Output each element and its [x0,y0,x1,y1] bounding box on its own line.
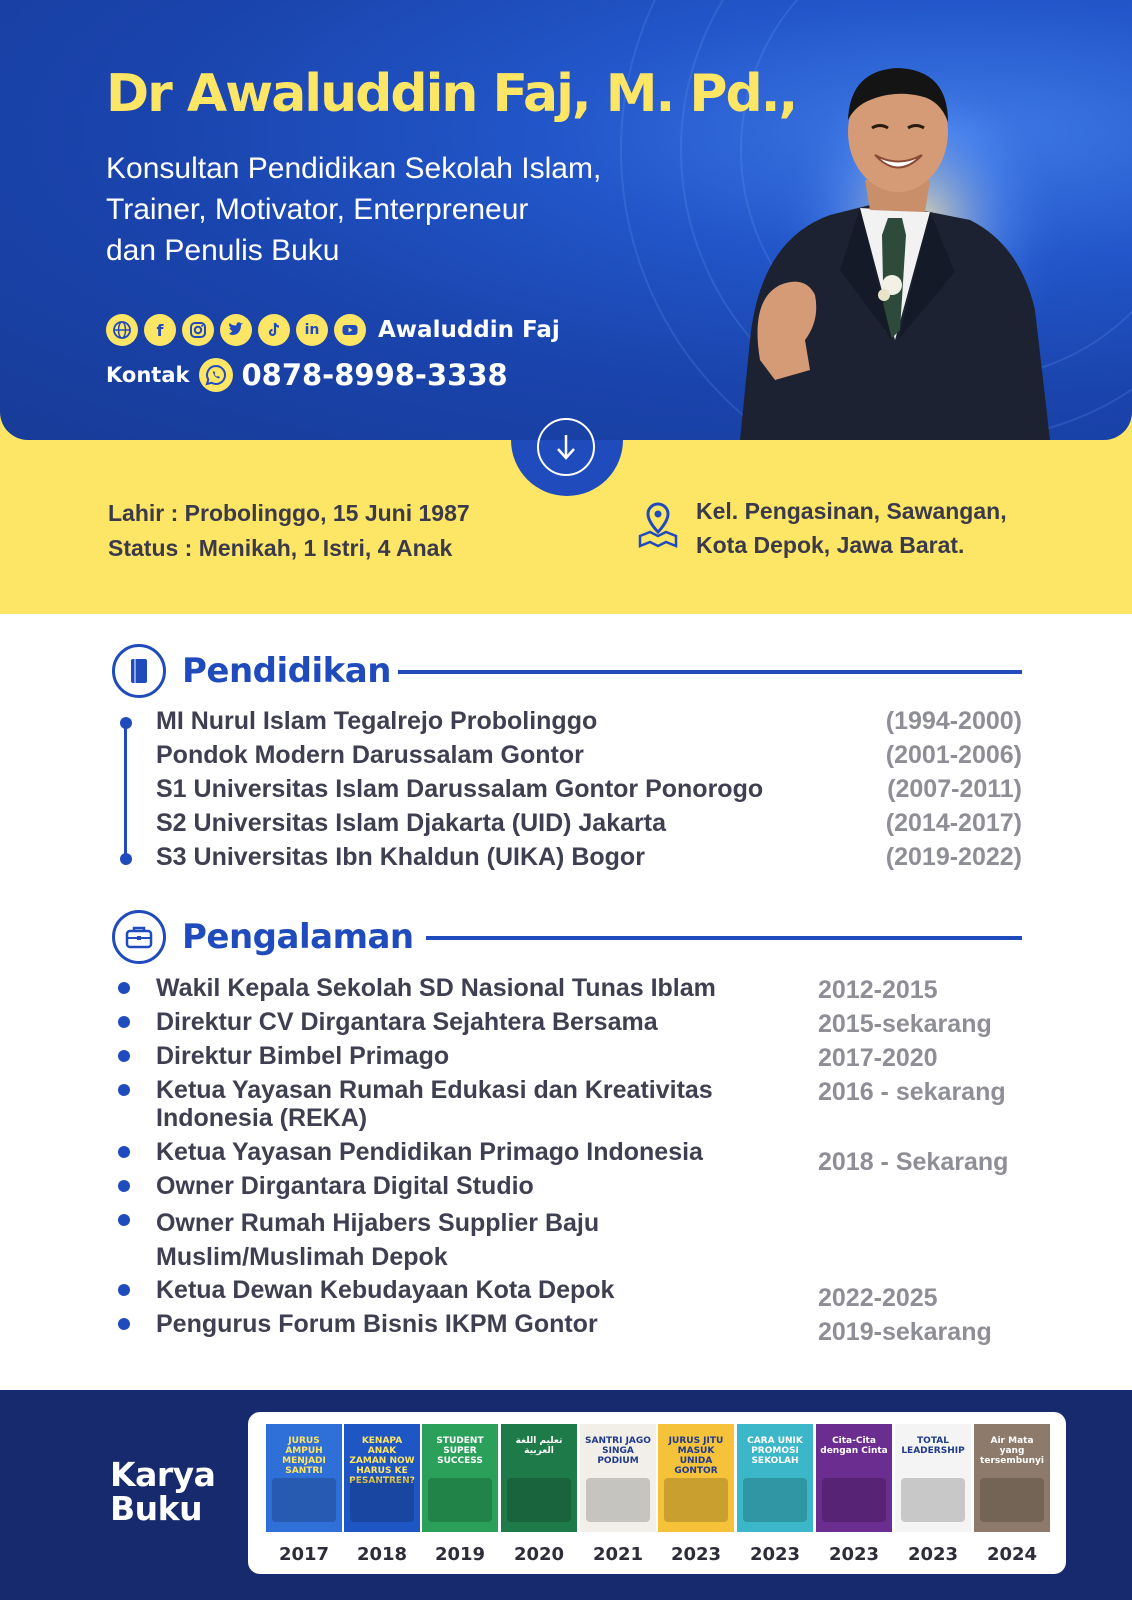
experience-label: Ketua Dewan Kebudayaan Kota Depok [156,1276,615,1304]
experience-item [156,1276,796,1304]
school-name: Pondok Modern Darussalam Gontor [156,741,584,769]
book-cover-title: تعليم اللغة العربية [515,1436,563,1456]
experience-years: 2018 - Sekarang [818,1148,1009,1176]
section-divider [398,670,1022,674]
books-title-line: Karya [110,1455,216,1494]
experience-heading [112,910,414,964]
education-list [156,704,1022,874]
experience-item [156,1310,796,1338]
tagline-line: Trainer, Motivator, Enterpreneur [106,193,529,226]
book-cover[interactable] [422,1424,498,1532]
address-block [636,494,1007,562]
marital-status: Status : Menikah, 1 Istri, 4 Anak [108,535,453,561]
book-cover-title: JURUS JITU MASUK UNIDA GONTOR [668,1436,724,1476]
timeline-rail [124,722,127,860]
experience-label: Owner Rumah Hijabers Supplier Baju Muslim/Muslimah Depok [156,1209,600,1271]
bullet-dot [118,1180,130,1192]
whatsapp-icon[interactable] [199,358,233,392]
experience-label: Direktur CV Dirgantara Sejahtera Bersama [156,1008,658,1036]
contact-row [106,358,508,392]
location-map-icon [636,500,680,550]
education-item [156,738,1022,772]
experience-item [156,1076,796,1132]
facebook-icon[interactable]: f [144,314,176,346]
book-year: 2023 [749,1544,801,1565]
profile-name: Dr Awaluddin Faj, M. Pd., [106,64,797,124]
youtube-icon[interactable] [334,314,366,346]
book-cover-image [901,1478,965,1522]
book-shelf [248,1412,1066,1574]
book-year: 2018 [356,1544,408,1565]
experience-item [156,974,796,1002]
experience-label: Pengurus Forum Bisnis IKPM Gontor [156,1310,598,1338]
school-years: (1994-2000) [885,707,1022,735]
twitter-icon[interactable] [220,314,252,346]
experience-label: Ketua Yayasan Pendidikan Primago Indonesia [156,1138,703,1166]
tiktok-icon[interactable] [258,314,290,346]
book-cover-image [350,1478,414,1522]
book-cover-image [743,1478,807,1522]
experience-label: Wakil Kepala Sekolah SD Nasional Tunas Iblam [156,974,716,1002]
bullet-dot [118,1084,130,1096]
book-cover-title: STUDENT SUPER SUCCESS [436,1436,484,1466]
bullet-dot [118,1016,130,1028]
book-cover-title: CARA UNIK PROMOSI SEKOLAH [747,1436,803,1466]
bullet-dot [118,1318,130,1330]
school-name: S2 Universitas Islam Djakarta (UID) Jakarta [156,809,666,837]
social-handle: Awaluddin Faj [378,317,560,343]
experience-item [156,1172,796,1200]
bullet-dot [118,982,130,994]
experience-years: 2019-sekarang [818,1318,992,1346]
book-cover-title: TOTAL LEADERSHIP [901,1436,965,1456]
education-item [156,772,1022,806]
school-name: S3 Universitas Ibn Khaldun (UIKA) Bogor [156,843,645,871]
education-item [156,840,1022,874]
bullet-dot [118,1146,130,1158]
book-icon [112,644,166,698]
globe-icon[interactable] [106,314,138,346]
tagline-line: Konsultan Pendidikan Sekolah Islam, [106,152,602,185]
book-year: 2023 [907,1544,959,1565]
timeline-dot [120,853,132,865]
school-name: MI Nurul Islam Tegalrejo Probolinggo [156,707,598,735]
experience-label: Direktur Bimbel Primago [156,1042,450,1070]
instagram-icon[interactable] [182,314,214,346]
bio-details [108,496,470,566]
contact-label: Kontak [106,363,190,387]
book-cover[interactable] [816,1424,892,1532]
book-cover-title: JURUS AMPUH MENJADI SANTRI [282,1436,326,1476]
briefcase-icon [112,910,166,964]
tagline-line: dan Penulis Buku [106,234,340,267]
section-divider [426,936,1022,940]
book-cover-image [980,1478,1044,1522]
school-years: (2019-2022) [885,843,1022,871]
experience-years: 2016 - sekarang [818,1078,1006,1106]
experience-item [156,1138,796,1166]
book-cover-image [822,1478,886,1522]
book-cover[interactable] [895,1424,971,1532]
address-line: Kel. Pengasinan, Sawangan, [696,498,1007,524]
book-cover[interactable] [266,1424,342,1532]
bullet-dot [118,1284,130,1296]
profile-tagline [106,148,746,271]
school-years: (2001-2006) [885,741,1022,769]
arrow-down-icon [553,432,579,462]
book-cover-title: Cita-Cita dengan Cinta [820,1436,888,1456]
experience-title: Pengalaman [182,917,414,957]
experience-years: 2012-2015 [818,976,938,1004]
book-year: 2019 [434,1544,486,1565]
book-year: 2021 [592,1544,644,1565]
education-item [156,704,1022,738]
scroll-down-button[interactable] [537,418,595,476]
school-years: (2007-2011) [887,775,1022,803]
address-line: Kota Depok, Jawa Barat. [696,532,965,558]
experience-label: Ketua Yayasan Rumah Edukasi dan Kreativitas Indonesia (REKA) [156,1076,713,1132]
book-year: 2020 [513,1544,565,1565]
experience-item [156,1008,796,1036]
book-year: 2017 [278,1544,330,1565]
book-cover[interactable] [501,1424,577,1532]
books-title [110,1455,216,1528]
book-cover-title: KENAPA ANAK ZAMAN NOW HARUS KE PESANTREN? [349,1436,415,1486]
book-cover[interactable] [974,1424,1050,1532]
book-cover[interactable] [737,1424,813,1532]
experience-years: 2022-2025 [818,1284,938,1312]
books-title-line: Buku [110,1489,203,1528]
profile-header [0,0,1132,440]
social-links [106,314,560,346]
book-cover-image [428,1478,492,1522]
education-title: Pendidikan [182,651,391,691]
experience-label: Owner Dirgantara Digital Studio [156,1172,534,1200]
book-cover-image [507,1478,571,1522]
phone-number[interactable]: 0878-8998-3338 [241,358,508,392]
linkedin-icon[interactable]: in [296,314,328,346]
book-cover-image [272,1478,336,1522]
experience-years: 2015-sekarang [818,1010,992,1038]
school-name: S1 Universitas Islam Darussalam Gontor Ponorogo [156,775,764,803]
book-cover-image [664,1478,728,1522]
bullet-dot [118,1050,130,1062]
book-cover-title: SANTRI JAGO SINGA PODIUM [585,1436,651,1466]
book-year: 2023 [828,1544,880,1565]
portrait-photo [720,40,1060,440]
experience-item [156,1042,796,1070]
book-cover[interactable] [344,1424,420,1532]
book-cover-image [586,1478,650,1522]
experience-item [156,1206,656,1274]
book-cover[interactable] [580,1424,656,1532]
school-years: (2014-2017) [885,809,1022,837]
experience-years: 2017-2020 [818,1044,938,1072]
bullet-dot [118,1214,130,1226]
timeline-dot [120,717,132,729]
book-year: 2024 [986,1544,1038,1565]
book-cover-title: Air Mata yang tersembunyi [980,1436,1044,1466]
book-cover[interactable] [658,1424,734,1532]
birth-info: Lahir : Probolinggo, 15 Juni 1987 [108,500,470,526]
education-heading [112,644,391,698]
education-item [156,806,1022,840]
book-year: 2023 [670,1544,722,1565]
